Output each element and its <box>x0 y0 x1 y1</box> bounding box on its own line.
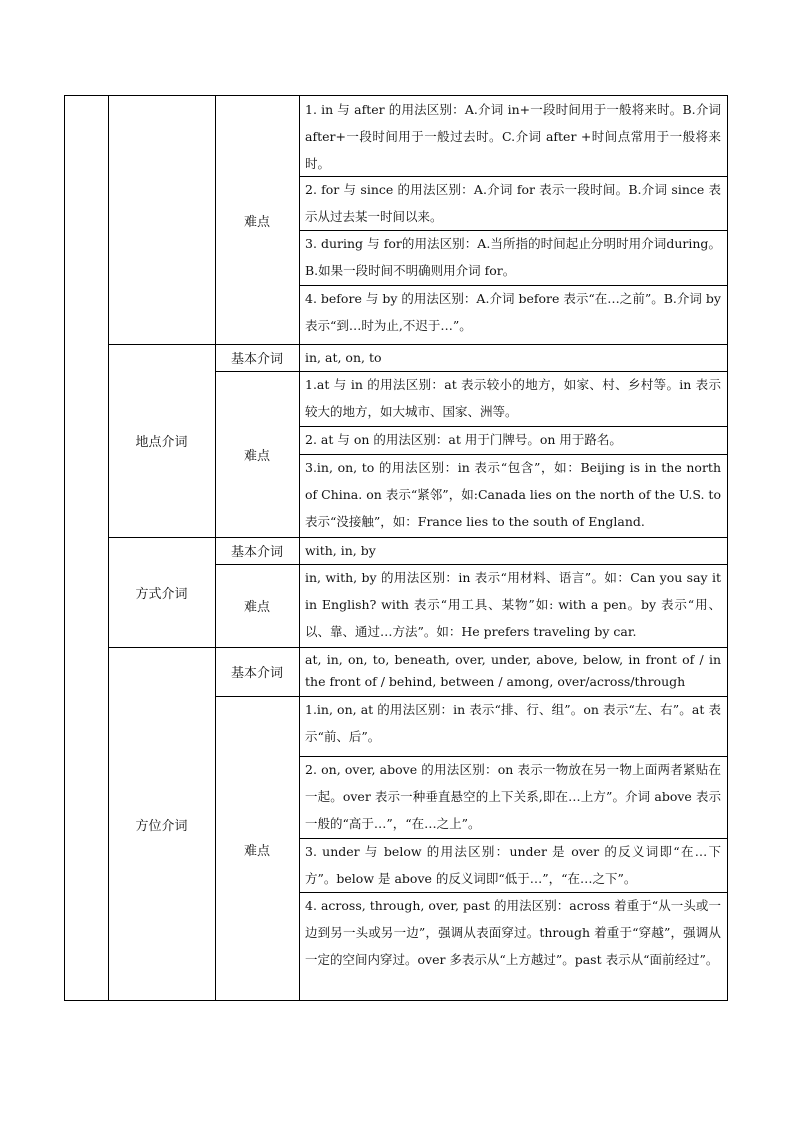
direction-difficult-item: 3. under 与 below 的用法区别：under 是 over 的反义词即“在…下方”。below 是 above 的反义词即“低于…”，“在…之下”。 <box>305 844 721 886</box>
place-difficult-item: 1.at 与 in 的用法区别：at 表示较小的地方，如家、村、乡村等。in 表示较大的地方，如大城市、国家、洲等。 <box>305 377 721 419</box>
direction-difficult-label: 难点 <box>243 843 270 859</box>
place-difficult-item: 2. at 与 on 的用法区别：at 用于门牌号。on 用于路名。 <box>305 432 622 447</box>
manner-basic-value: with, in, by <box>305 543 376 558</box>
manner-difficult-item: in, with, by 的用法区别：in 表示“用材料、语言”。如：Can you say it in English? with 表示“用工具、某物”如: with a pen。by 表示“用、以、靠、通过…方法”。如：He prefers traveling by car. <box>305 570 721 639</box>
time-difficult-item: 1. in 与 after 的用法区别：A.介词 in+一段时间用于一般将来时。B.介词 after+一段时间用于一般过去时。C.介词 after +时间点常用于一般将来时。 <box>305 102 721 171</box>
place-difficult-item: 3.in, on, to 的用法区别：in 表示“包含”，如：Beijing is in the north of China. on 表示“紧邻”，如:Canada lies on the north of the U.S. to 表示“没接触”，如：France lies to the south of England. <box>305 460 721 529</box>
time-difficult-item: 2. for 与 since 的用法区别：A.介词 for 表示一段时间。B.介词 since 表示从过去某一时间以来。 <box>305 182 721 224</box>
place-basic-label: 基本介词 <box>230 352 283 367</box>
direction-basic-value: at, in, on, to, beneath, over, under, above, below, in front of / in the front of / behind, between / among, over/across/through <box>305 652 721 689</box>
preposition-table <box>64 95 728 1001</box>
place-basic-value: in, at, on, to <box>305 350 382 365</box>
time-difficult-item: 3. during 与 for的用法区别：A.当所指的时间起止分明时用介词during。B.如果一段时间不明确则用介词 for。 <box>305 236 721 278</box>
direction-category-label: 方位介词 <box>135 819 188 834</box>
time-difficult-item: 4. before 与 by 的用法区别：A.介词 before 表示“在…之前”。B.介词 by 表示“到…时为止,不迟于…”。 <box>305 291 721 333</box>
manner-category-label: 方式介词 <box>135 586 188 602</box>
place-category-label: 地点介词 <box>135 435 188 450</box>
time-difficult-label: 难点 <box>243 214 270 230</box>
direction-basic-label: 基本介词 <box>230 666 283 681</box>
place-difficult-label: 难点 <box>243 448 270 464</box>
manner-difficult-label: 难点 <box>243 600 270 615</box>
direction-difficult-item: 2. on, over, above 的用法区别：on 表示一物放在另一物上面两者紧贴在一起。over 表示一种垂直悬空的上下关系,即在…上方”。介词 above 表示一般的“高于…”，“在…之上”。 <box>305 762 721 831</box>
manner-basic-label: 基本介词 <box>230 545 283 560</box>
direction-difficult-item: 4. across, through, over, past 的用法区别：across 着重于“从一头或一边到另一头或另一边”，强调从表面穿过。through 着重于“穿越”，强调从一定的空间内穿过。over 多表示从“上方越过”。past 表示从“面前经过”。 <box>305 898 721 967</box>
direction-difficult-item: 1.in, on, at 的用法区别：in 表示“排、行、组”。on 表示“左、右”。at 表示“前、后”。 <box>305 702 721 744</box>
